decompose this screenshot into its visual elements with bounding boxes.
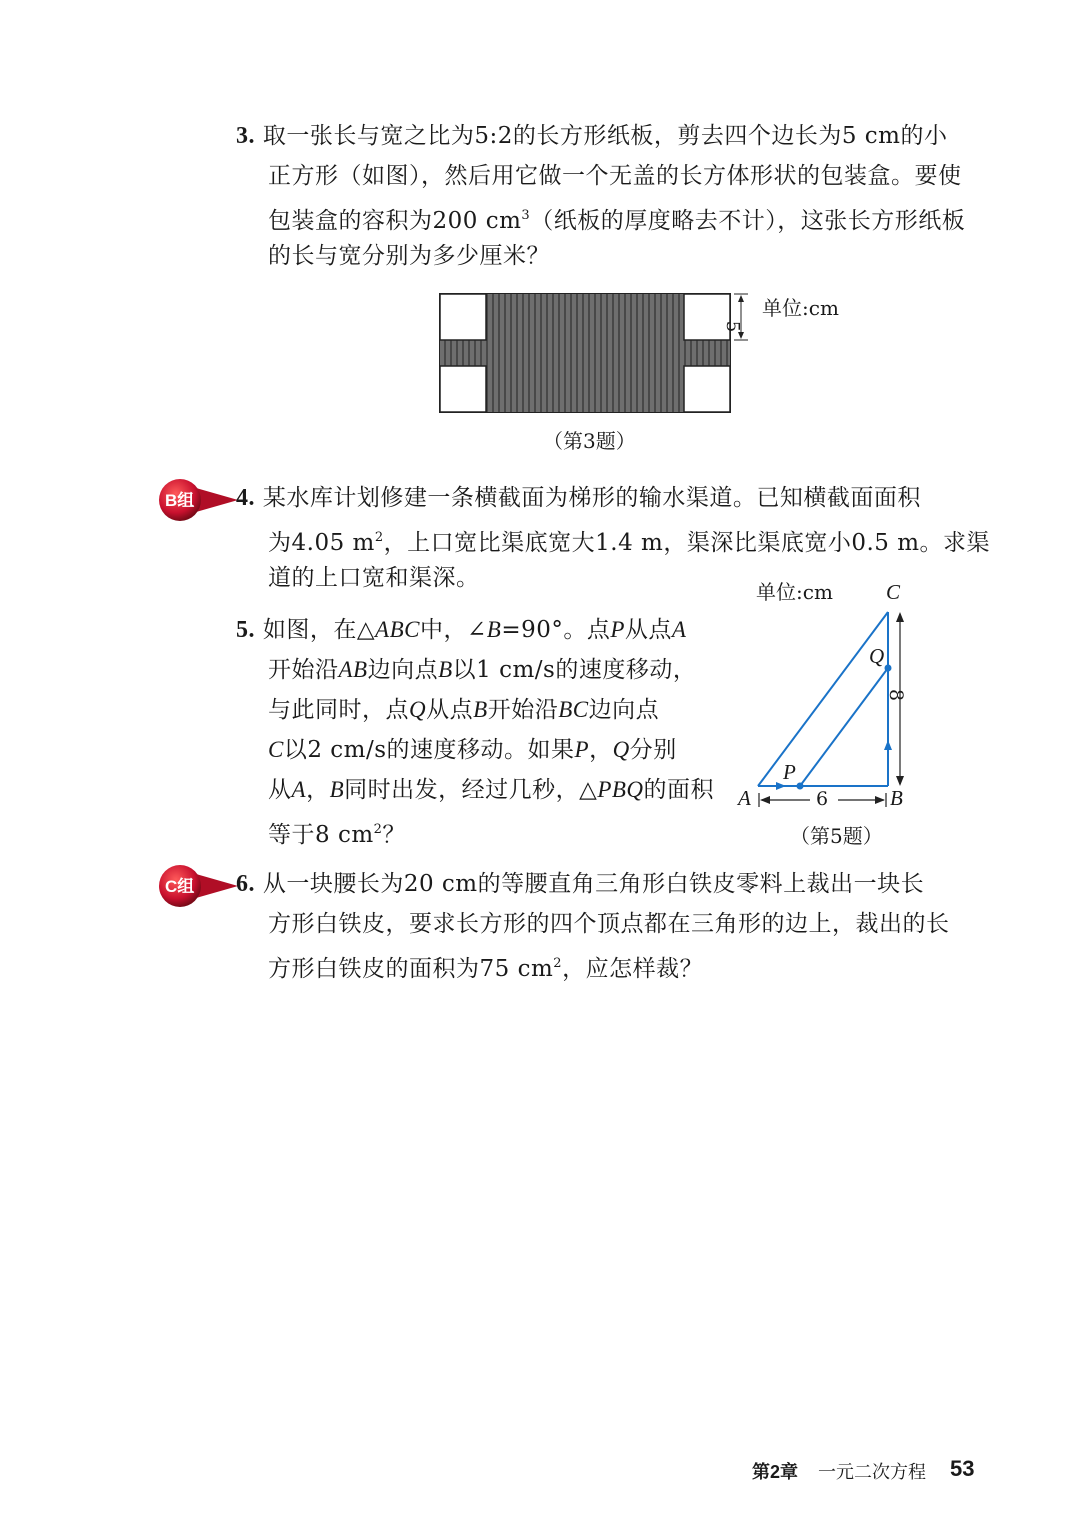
q3-number: 3. xyxy=(236,123,255,149)
corner-square-br xyxy=(684,366,730,412)
vertex-a-label: A xyxy=(738,786,751,810)
q3-unit-label: 单位:cm xyxy=(762,296,839,320)
q3-line-2: 正方形（如图），然后用它做一个无盖的长方体形状的包装盒。要使 xyxy=(268,163,962,189)
q3-caption: （第3题） xyxy=(543,429,636,453)
point-q-label: Q xyxy=(869,644,885,668)
q3-sup: 3 xyxy=(521,208,531,223)
arrow-q-direction xyxy=(884,740,892,750)
q4-line-3: 道的上口宽和渠深。 xyxy=(268,565,480,591)
point-p xyxy=(797,783,804,790)
q6-sup: 2 xyxy=(553,956,563,971)
q5-line-5: 从A，B同时出发，经过几秒，△PBQ的面积 xyxy=(268,777,715,803)
point-q xyxy=(885,665,892,672)
q3-dimension-label: 5 xyxy=(722,320,744,333)
q5-line-4: C以2 cm/s的速度移动。如果P，Q分别 xyxy=(268,737,677,763)
q3-text-1: 取一张长与宽之比为5:2的长方形纸板，剪去四个边长为5 cm的小 xyxy=(262,123,948,149)
q4-text-2b: ，上口宽比渠底宽大1.4 m，渠深比渠底宽小0.5 m。求渠 xyxy=(383,530,991,556)
q5-figure xyxy=(740,600,920,810)
vertex-b-label: B xyxy=(890,786,903,810)
q6-line-3 xyxy=(268,948,703,985)
q5-line-6: 等于8 $cm^2$？ xyxy=(268,822,406,848)
q6-line-2: 方形白铁皮，要求长方形的四个顶点都在三角形的边上，裁出的长 xyxy=(268,911,950,937)
group-b-label: B组 xyxy=(165,491,195,510)
q5-line-1: 5. 如图，在△ABC中，∠B=90°。点P从点A xyxy=(236,617,687,643)
corner-square-bl xyxy=(440,366,486,412)
q6-number: 6. xyxy=(236,871,255,897)
bc-length-label: 8 xyxy=(885,688,908,702)
q3-text-3b: （纸板的厚度略去不计），这张长方形纸板 xyxy=(530,208,966,234)
side-ac xyxy=(758,612,888,786)
corner-square-tl xyxy=(440,294,486,340)
q6-text-3b: ，应怎样裁？ xyxy=(562,956,704,982)
box-base-area xyxy=(486,294,684,412)
group-c-label: C组 xyxy=(165,877,195,896)
q4-number: 4. xyxy=(236,485,255,511)
footer-chapter-title: 一元二次方程 xyxy=(818,1462,926,1482)
q4-line-2 xyxy=(268,522,990,559)
q4-sup: 2 xyxy=(374,530,384,545)
q3-text-3a: 包装盒的容积为200 cm xyxy=(268,208,522,234)
ab-length-label: 6 xyxy=(816,788,829,810)
q5-caption: （第5题） xyxy=(790,824,883,848)
footer-chapter: 第2章 xyxy=(752,1462,799,1482)
q5-unit-label: 单位:cm xyxy=(756,580,833,604)
corner-square-tr xyxy=(684,294,730,340)
q3-line-1 xyxy=(236,120,947,152)
point-p-label: P xyxy=(783,760,796,784)
segment-pq xyxy=(800,668,888,786)
q5-line-2: 开始沿AB边向点B以1 cm/s的速度移动， xyxy=(268,657,697,683)
q6-line-1 xyxy=(236,868,924,900)
q5-number: 5. xyxy=(236,617,255,643)
page-number: 53 xyxy=(950,1456,975,1481)
q5-line-3: 与此同时，点Q从点B开始沿BC边向点 xyxy=(268,697,660,723)
q6-text-1: 从一块腰长为20 cm的等腰直角三角形白铁皮零料上裁出一块长 xyxy=(262,871,925,897)
vertex-c-label: C xyxy=(886,580,901,604)
left-flap xyxy=(440,340,486,366)
q6-text-3a: 方形白铁皮的面积为75 cm xyxy=(268,956,554,982)
right-flap xyxy=(684,340,730,366)
q3-figure xyxy=(436,290,756,418)
q4-line-1 xyxy=(236,482,921,514)
q4-text-1: 某水库计划修建一条横截面为梯形的输水渠道。已知横截面面积 xyxy=(262,485,921,511)
q3-line-4: 的长与宽分别为多少厘米？ xyxy=(268,243,550,269)
q4-text-2a: 为4.05 m xyxy=(268,530,375,556)
q3-line-3 xyxy=(268,200,965,237)
